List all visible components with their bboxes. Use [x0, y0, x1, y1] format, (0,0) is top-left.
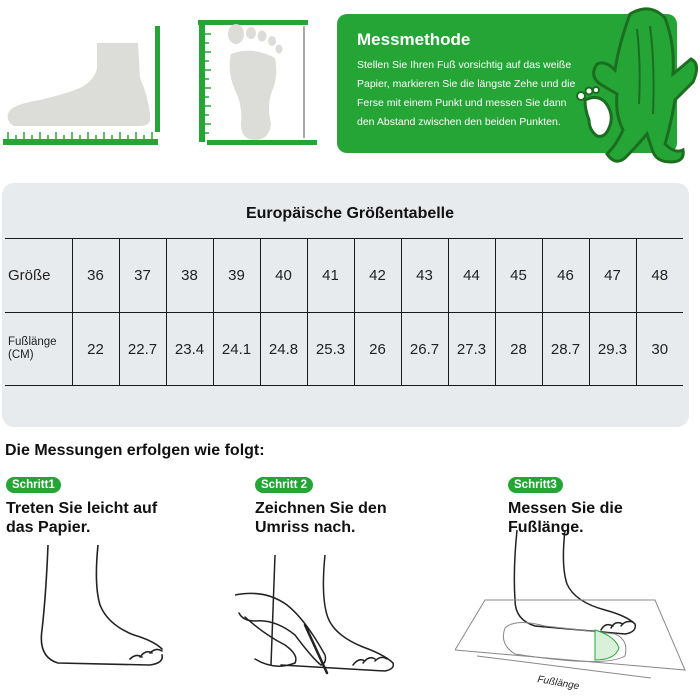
step-text-line: Fußlänge. [508, 519, 584, 536]
step-badge: Schritt1 [6, 477, 61, 493]
row-label-size: Größe [5, 239, 72, 313]
size-cell: 42 [354, 239, 401, 313]
foot-length-label: Fußlänge [536, 674, 580, 693]
length-cell: 28 [495, 313, 542, 386]
table-row-length [5, 313, 683, 386]
length-cell: 23.4 [166, 313, 213, 386]
measure-method-title: Messmethode [357, 30, 471, 49]
size-table-title: Europäische Größentabelle [245, 205, 455, 222]
step-badge: Schritt3 [508, 477, 563, 493]
size-cell: 38 [166, 239, 213, 313]
size-cell: 46 [542, 239, 589, 313]
size-cell: 48 [636, 239, 683, 313]
size-cell: 37 [119, 239, 166, 313]
size-cell: 47 [589, 239, 636, 313]
size-table [5, 238, 683, 386]
step1-foot-drawing [30, 545, 180, 670]
step-text-line: Umriss nach. [255, 519, 356, 536]
steps-heading: Die Messungen erfolgen wie folgt: [5, 442, 265, 459]
size-cell: 40 [260, 239, 307, 313]
length-cell: 22.7 [119, 313, 166, 386]
step-text-line: Zeichnen Sie den [255, 500, 387, 517]
size-cell: 43 [401, 239, 448, 313]
size-cell: 41 [307, 239, 354, 313]
length-cell: 26.7 [401, 313, 448, 386]
foot-side-icon [8, 43, 150, 126]
length-cell: 28.7 [542, 313, 589, 386]
step-text-line: Treten Sie leicht auf [6, 500, 158, 517]
step-text-line: Messen Sie die [508, 500, 623, 517]
cactus-mascot-icon [575, 4, 700, 169]
size-cell: 44 [448, 239, 495, 313]
step-1 [6, 475, 157, 537]
size-cell: 39 [213, 239, 260, 313]
step-3 [508, 475, 623, 537]
step-badge: Schritt 2 [255, 477, 313, 493]
row-label-foot-length: Fußlänge (CM) [5, 313, 72, 386]
length-cell: 29.3 [589, 313, 636, 386]
step-text-line: das Papier. [6, 519, 91, 536]
length-cell: 24.8 [260, 313, 307, 386]
foot-side-illustration [0, 18, 170, 153]
step-text [6, 499, 157, 537]
length-cell: 30 [636, 313, 683, 386]
length-cell: 22 [72, 313, 119, 386]
footprint-icon [228, 24, 283, 140]
length-cell: 27.3 [448, 313, 495, 386]
step-2 [255, 475, 387, 537]
measure-method-text: Stellen Sie Ihren Fuß vorsichtig auf das weiße Papier, markieren Sie die längste Zehe und die Ferse mit einem Punkt und messen Sie dann den Abstand zwischen den beiden Punkten. [357, 59, 576, 128]
table-row-size [5, 239, 683, 313]
length-cell: 25.3 [307, 313, 354, 386]
size-cell: 36 [72, 239, 119, 313]
size-cell: 45 [495, 239, 542, 313]
step2-drawing-outline [235, 555, 405, 685]
footprint-illustration [193, 16, 323, 150]
length-cell: 24.1 [213, 313, 260, 386]
step3-measure-drawing [455, 530, 690, 695]
step-text [255, 499, 387, 537]
length-cell: 26 [354, 313, 401, 386]
